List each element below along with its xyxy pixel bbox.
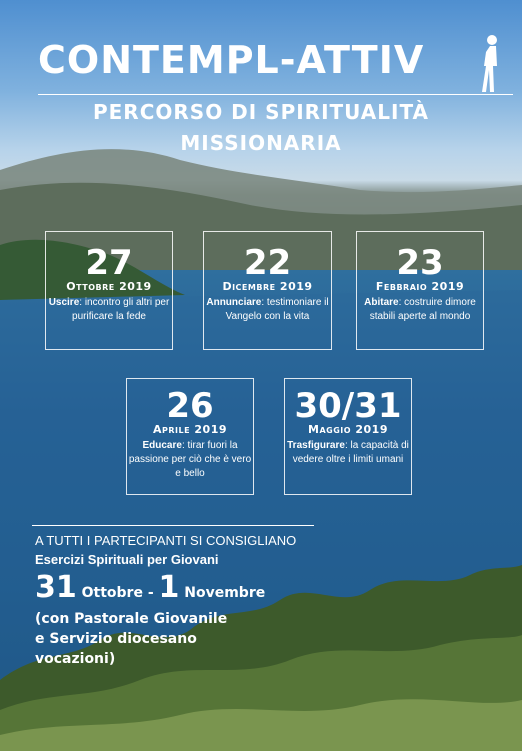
event-month: Febbraio 2019 [375,280,465,293]
event-card-april [126,378,254,495]
footer-retreat-dates: 31 Ottobre - 1 Novembre [35,570,266,605]
event-card-may [284,378,412,495]
event-description: Abitare: costruire dimore stabili aperte al mondo [364,297,476,322]
title-divider [38,94,513,95]
event-day: 26 [166,386,214,426]
event-description: Trasfigurare: la capacità di vedere oltre i limiti umani [287,440,409,465]
footer-organizers: (con Pastorale Giovanile e Servizio diocesano vocazioni) [35,611,228,667]
event-day: 30/31 [294,386,402,426]
event-description: Annunciare: testimoniare il Vangelo con la vita [206,297,329,322]
event-month: Dicembre 2019 [222,280,313,293]
event-description: Educare: tirar fuori la passione per ciò che è vero e bello [128,440,252,479]
footer-advice: A TUTTI I PARTECIPANTI SI CONSIGLIANO [35,533,297,548]
walking-figure-icon [476,34,504,96]
event-description: Uscire: incontro gli altri per purificare la fede [48,297,170,322]
footer-divider [32,525,314,526]
event-day: 27 [85,243,133,283]
event-month: Aprile 2019 [152,423,228,436]
event-card-october [45,231,173,350]
subtitle-line-2: MISSIONARIA [180,131,342,155]
poster-title: CONTEMPL-ATTIV [38,38,425,82]
event-card-december [203,231,332,350]
subtitle-line-1: PERCORSO DI SPIRITUALITÀ [92,100,430,124]
event-month: Ottobre 2019 [66,280,152,293]
event-day: 22 [243,243,292,283]
event-day: 23 [396,243,444,283]
event-month: Maggio 2019 [308,423,388,436]
footer-retreat-title: Esercizi Spirituali per Giovani [35,552,219,567]
event-card-february [356,231,484,350]
